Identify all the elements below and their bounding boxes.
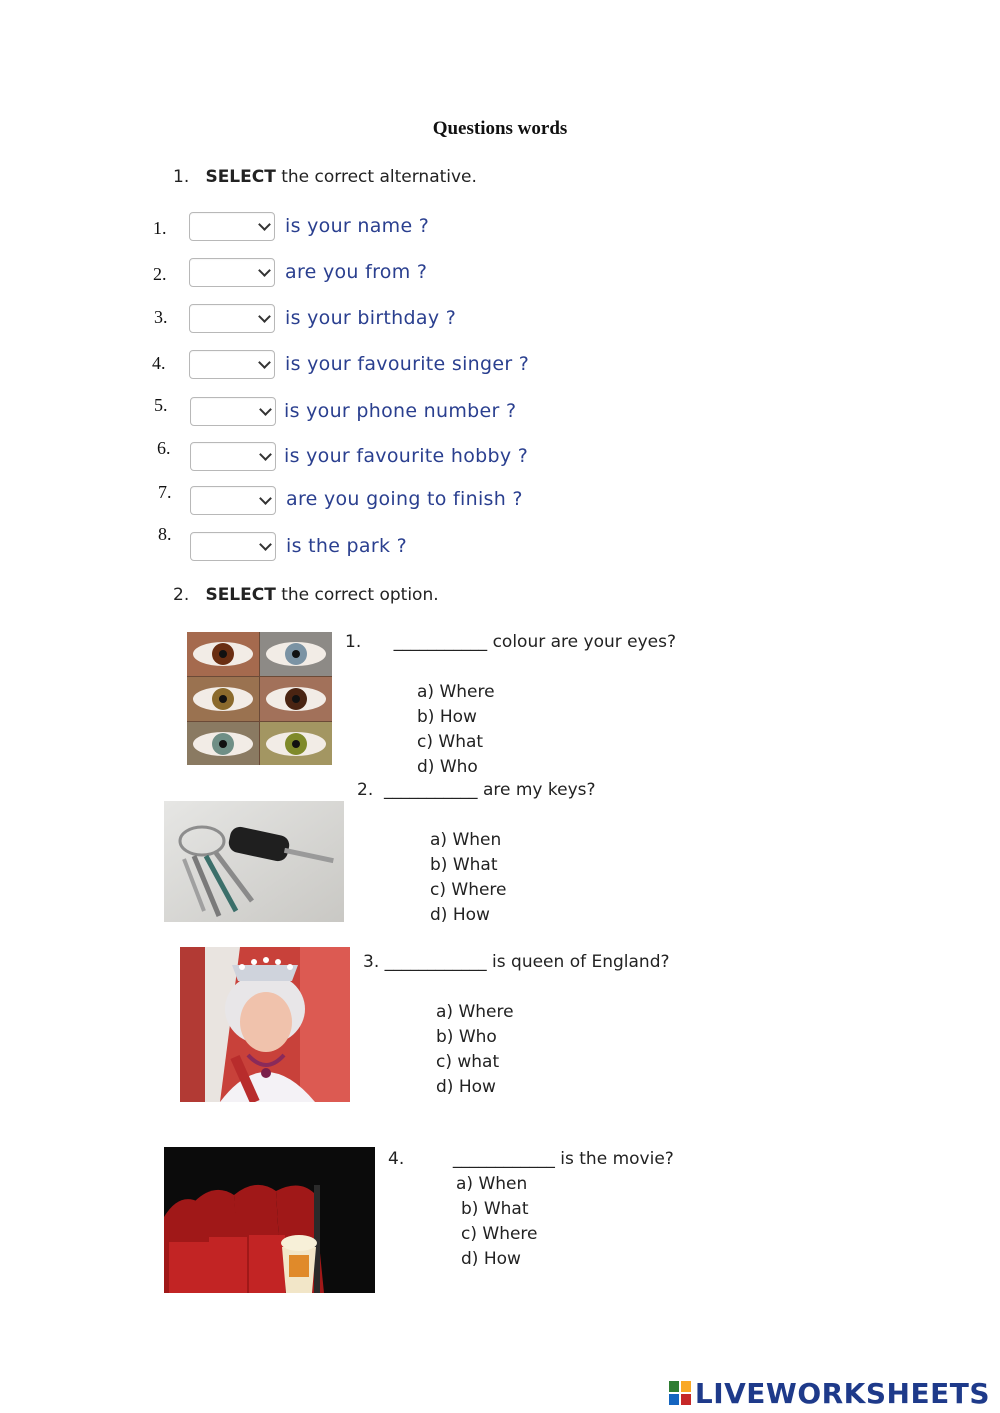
section1-instruction [173,167,477,187]
chevron-down-icon [258,218,271,231]
answer-select-2[interactable] [189,258,275,287]
question-text: is your phone number ? [284,400,517,422]
question-number: 4. [388,1149,405,1169]
options-1 [417,680,495,780]
item-number: 7. [158,482,172,502]
question-1 [345,632,676,652]
section2-rest: the correct option. [275,585,439,605]
question-text: are my keys? [482,780,596,800]
options-4 [456,1172,538,1272]
option[interactable]: c) Where [430,880,507,900]
options-3 [436,1000,514,1100]
answer-select-8[interactable] [190,532,276,561]
chevron-down-icon [259,538,272,551]
question-number: 3. [363,952,380,972]
option[interactable]: d) How [430,905,490,925]
section2-bold: SELECT [205,585,276,605]
item-number: 1. [153,218,167,238]
question-number: 2. [357,780,374,800]
section2-number: 2. [173,585,190,605]
answer-select-7[interactable] [190,486,276,515]
section1-bold: SELECT [205,167,276,187]
answer-select-3[interactable] [189,304,275,333]
answer-select-6[interactable] [190,442,276,471]
option[interactable]: a) Where [417,682,495,702]
question-text: colour are your eyes? [492,632,677,652]
question-2 [357,780,596,800]
item-number: 2. [153,264,167,284]
chevron-down-icon [258,264,271,277]
item-number: 5. [154,395,168,415]
chevron-down-icon [259,492,272,505]
question-text: is the park ? [286,535,407,557]
item-number: 4. [152,353,166,373]
answer-blank: ____________ [452,1149,555,1169]
question-text: is your favourite hobby ? [284,445,529,467]
question-text: is your name ? [285,215,430,237]
question-text: is your favourite singer ? [285,353,530,375]
eyes-photo [187,632,332,765]
option[interactable]: d) How [461,1249,521,1269]
item-number: 3. [154,307,168,327]
chevron-down-icon [258,310,271,323]
question-text: are you from ? [285,261,428,283]
chevron-down-icon [258,356,271,369]
question-3 [363,952,670,972]
option[interactable]: b) How [417,707,477,727]
page-title: Questions words [432,118,568,139]
question-text: is the movie? [560,1149,674,1169]
section2-instruction [173,585,439,605]
answer-blank: ___________ [384,780,478,800]
option[interactable]: c) Where [461,1224,538,1244]
keys-photo [164,801,344,922]
answer-blank: ____________ [384,952,487,972]
question-number: 1. [345,632,362,652]
item-number: 6. [157,438,171,458]
answer-blank: ___________ [393,632,488,652]
option[interactable]: d) How [436,1077,496,1097]
chevron-down-icon [259,448,272,461]
question-text: is your birthday ? [285,307,457,329]
question-4 [388,1149,674,1169]
liveworksheets-logo [668,1377,990,1409]
option[interactable]: a) When [430,830,502,850]
section1-rest: the correct alternative. [275,167,477,187]
question-text: is queen of England? [492,952,670,972]
question-text: are you going to finish ? [286,488,523,510]
logo-mark-icon [668,1380,692,1406]
option[interactable]: c) What [417,732,484,752]
option[interactable]: b) What [461,1199,529,1219]
option[interactable]: c) what [436,1052,500,1072]
option[interactable]: b) Who [436,1027,497,1047]
options-2 [430,828,507,928]
option[interactable]: b) What [430,855,498,875]
option[interactable]: a) When [456,1174,528,1194]
option[interactable]: d) Who [417,757,478,777]
answer-select-5[interactable] [190,397,276,426]
section1-number: 1. [173,167,190,187]
cinema-photo [164,1147,375,1293]
item-number: 8. [158,524,172,544]
option[interactable]: a) Where [436,1002,514,1022]
chevron-down-icon [259,403,272,416]
queen-photo [180,947,350,1102]
answer-select-1[interactable] [189,212,275,241]
answer-select-4[interactable] [189,350,275,379]
logo-text: LIVEWORKSHEETS [694,1376,990,1410]
